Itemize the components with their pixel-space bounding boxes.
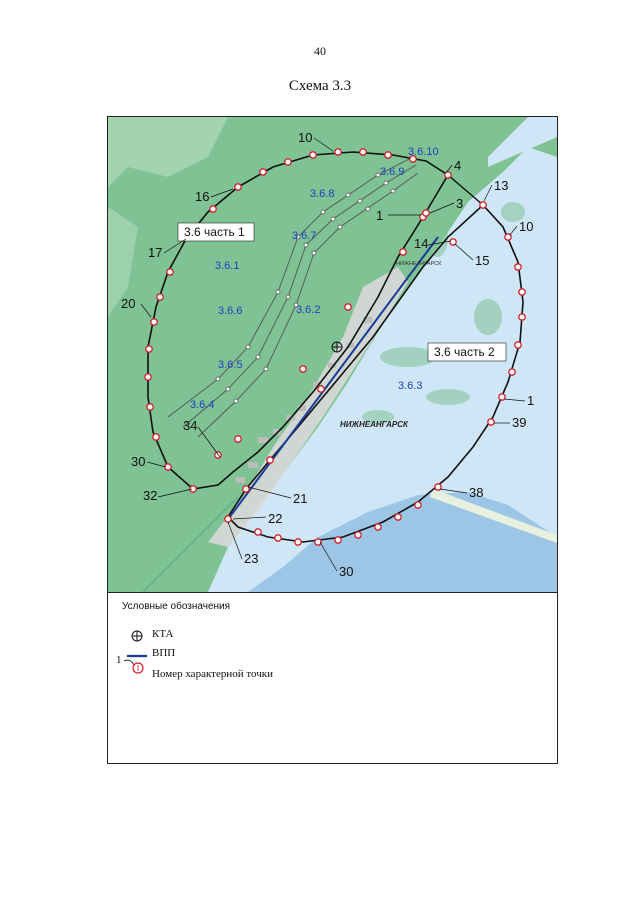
legend-title: Условные обозначения	[122, 601, 231, 612]
subzone-label-3-6-8: 3.6.8	[310, 188, 335, 200]
subzone-label-3-6-2: 3.6.2	[296, 304, 321, 316]
subzone-label-3-6-1: 3.6.1	[215, 260, 240, 272]
point-label: 23	[244, 551, 259, 566]
point-label: 15	[475, 253, 490, 268]
subzone-label-3-6-9: 3.6.9	[380, 166, 405, 178]
point-label: 10	[519, 219, 534, 234]
point-label: 22	[268, 511, 283, 526]
settlement-label: НИЖНЕАНГАРСК	[340, 420, 408, 429]
point-label: 34	[183, 418, 198, 433]
zone-label-2: 3.6 часть 2	[434, 345, 495, 359]
point-label: 32	[143, 488, 158, 503]
map-area[interactable]	[108, 117, 557, 592]
subzone-label-3-6-10: 3.6.10	[408, 146, 439, 158]
kta-crosshair-icon	[332, 342, 342, 352]
subzone-label-3-6-5: 3.6.5	[218, 359, 243, 371]
point-label: 38	[469, 485, 484, 500]
subzone-label-3-6-6: 3.6.6	[218, 305, 243, 317]
point-label: 21	[293, 491, 308, 506]
page-number: 40	[314, 44, 326, 58]
point-label: 10	[298, 130, 313, 145]
point-label: 14	[414, 236, 429, 251]
point-label: 4	[454, 158, 462, 173]
point-label: 13	[494, 178, 509, 193]
point-label: 20	[121, 296, 136, 311]
scheme-title: Схема 3.3	[288, 78, 352, 94]
kta-crosshair-icon	[130, 629, 144, 643]
subzone-label-3-6-3: 3.6.3	[398, 380, 423, 392]
legend	[108, 592, 557, 764]
point-marker-icon	[124, 657, 150, 677]
point-label: 17	[148, 245, 163, 260]
point-label: 39	[512, 415, 527, 430]
point-label: 1	[527, 393, 535, 408]
subzone-label-3-6-4: 3.6.4	[190, 399, 215, 411]
legend-kta-label: КТА	[152, 628, 174, 640]
subzone-label-3-6-7: 3.6.7	[292, 230, 317, 242]
point-label: 30	[131, 454, 146, 469]
legend-sample-number: 1	[116, 654, 122, 666]
legend-runway-label: ВПП	[152, 647, 176, 659]
point-label: 1	[376, 208, 384, 223]
point-label: 3	[456, 196, 464, 211]
point-label: 16	[195, 189, 210, 204]
zone-label-1: 3.6 часть 1	[184, 225, 245, 239]
point-label: 30	[339, 564, 354, 579]
small-settlement-label: НИЖНЕАНГАРСК	[396, 261, 442, 267]
legend-point-label: Номер характерной точки	[152, 668, 273, 680]
